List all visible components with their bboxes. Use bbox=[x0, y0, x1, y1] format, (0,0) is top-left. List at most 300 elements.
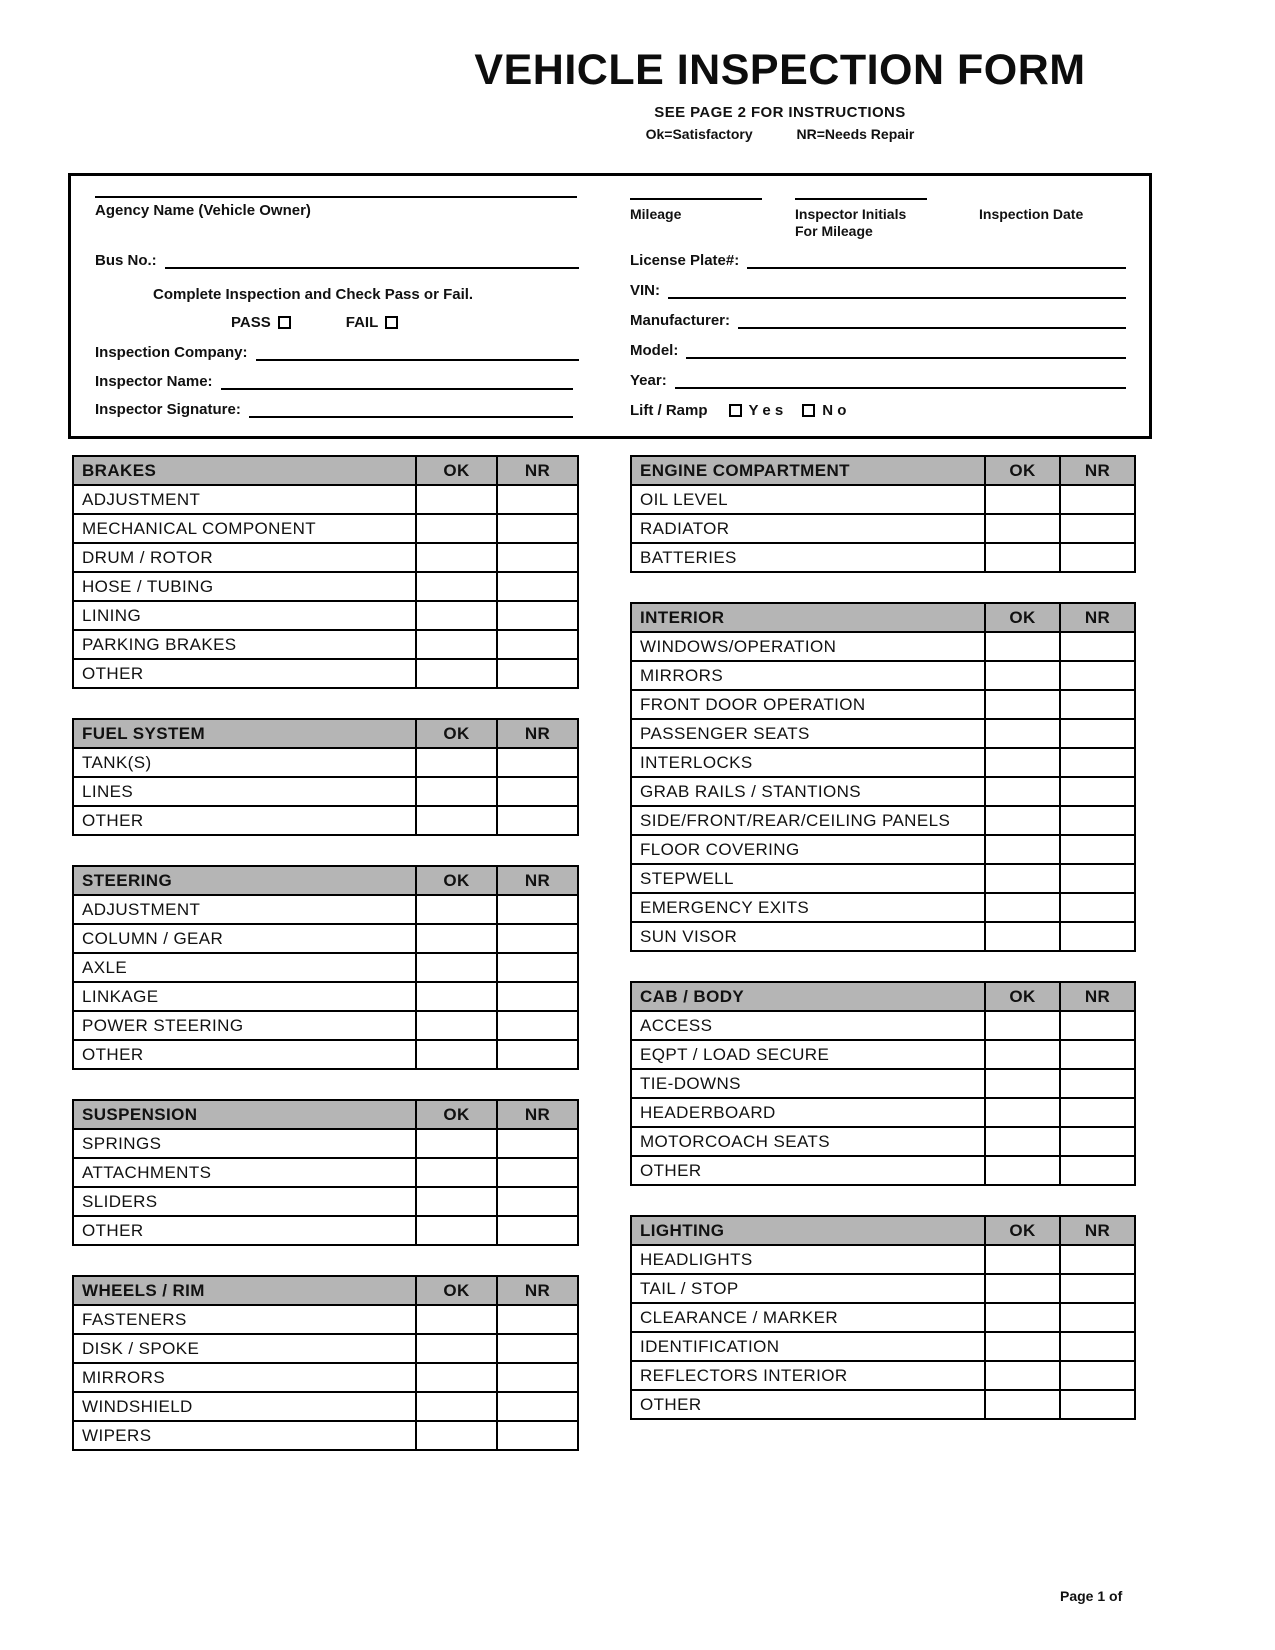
section-title: CAB / BODY bbox=[631, 982, 985, 1011]
nr-check-cell[interactable] bbox=[497, 1187, 578, 1216]
nr-check-cell[interactable] bbox=[1060, 719, 1135, 748]
ok-check-cell[interactable] bbox=[416, 748, 497, 777]
model-field bbox=[630, 342, 1126, 359]
nr-check-cell[interactable] bbox=[1060, 1390, 1135, 1419]
item-label: COLUMN / GEAR bbox=[73, 924, 416, 953]
nr-check-cell[interactable] bbox=[497, 601, 578, 630]
nr-check-cell[interactable] bbox=[1060, 748, 1135, 777]
inspection-row-attachments bbox=[73, 1158, 578, 1187]
inspection-row-batteries bbox=[631, 543, 1135, 572]
nr-check-cell[interactable] bbox=[1060, 1040, 1135, 1069]
item-label: PARKING BRAKES bbox=[73, 630, 416, 659]
nr-check-cell[interactable] bbox=[497, 982, 578, 1011]
ok-check-cell[interactable] bbox=[985, 922, 1060, 951]
inspection-row-floor-covering bbox=[631, 835, 1135, 864]
ok-check-cell[interactable] bbox=[985, 1274, 1060, 1303]
ok-column-header: OK bbox=[985, 1216, 1060, 1245]
nr-column-header: NR bbox=[497, 719, 578, 748]
item-label: MIRRORS bbox=[631, 661, 985, 690]
license-plate-input-line[interactable] bbox=[747, 253, 1126, 269]
inspection-row-fasteners bbox=[73, 1305, 578, 1334]
nr-column-header: NR bbox=[497, 1100, 578, 1129]
inspector-signature-field bbox=[95, 401, 573, 418]
ok-check-cell[interactable] bbox=[985, 1245, 1060, 1274]
ok-check-cell[interactable] bbox=[985, 777, 1060, 806]
ok-check-cell[interactable] bbox=[985, 514, 1060, 543]
inspector-initials-input-line[interactable] bbox=[795, 198, 927, 200]
item-label: TAIL / STOP bbox=[631, 1274, 985, 1303]
vehicle-info-box bbox=[68, 173, 1152, 439]
item-label: LINING bbox=[73, 601, 416, 630]
item-label: FASTENERS bbox=[73, 1305, 416, 1334]
inspection-row-other bbox=[73, 1040, 578, 1069]
ok-check-cell[interactable] bbox=[985, 835, 1060, 864]
left-table-column bbox=[72, 455, 579, 1480]
ok-check-cell[interactable] bbox=[416, 543, 497, 572]
section-title: LIGHTING bbox=[631, 1216, 985, 1245]
right-table-column bbox=[630, 455, 1136, 1449]
item-label: RADIATOR bbox=[631, 514, 985, 543]
nr-check-cell[interactable] bbox=[1060, 485, 1135, 514]
nr-check-cell[interactable] bbox=[497, 485, 578, 514]
inspection-company-field bbox=[95, 344, 579, 361]
item-label: BATTERIES bbox=[631, 543, 985, 572]
item-label: OTHER bbox=[631, 1390, 985, 1419]
nr-check-cell[interactable] bbox=[497, 1158, 578, 1187]
nr-check-cell[interactable] bbox=[1060, 1156, 1135, 1185]
ok-check-cell[interactable] bbox=[985, 719, 1060, 748]
nr-check-cell[interactable] bbox=[1060, 1069, 1135, 1098]
bus-no-field bbox=[95, 252, 579, 269]
section-header-row bbox=[631, 982, 1135, 1011]
bus-no-label: Bus No.: bbox=[95, 252, 157, 269]
inspection-row-windshield bbox=[73, 1392, 578, 1421]
item-label: HEADERBOARD bbox=[631, 1098, 985, 1127]
ok-check-cell[interactable] bbox=[985, 690, 1060, 719]
ok-check-cell[interactable] bbox=[985, 864, 1060, 893]
nr-check-cell[interactable] bbox=[1060, 893, 1135, 922]
section-table-cab-body bbox=[630, 981, 1136, 1186]
inspection-row-identification bbox=[631, 1332, 1135, 1361]
ok-column-header: OK bbox=[416, 719, 497, 748]
ok-check-cell[interactable] bbox=[416, 1392, 497, 1421]
ok-check-cell[interactable] bbox=[416, 1040, 497, 1069]
section-header-row bbox=[73, 1100, 578, 1129]
item-label: OTHER bbox=[631, 1156, 985, 1185]
mileage-field bbox=[630, 198, 762, 222]
ok-check-cell[interactable] bbox=[416, 572, 497, 601]
manufacturer-label: Manufacturer: bbox=[630, 312, 731, 329]
ok-check-cell[interactable] bbox=[985, 1011, 1060, 1040]
nr-check-cell[interactable] bbox=[1060, 1361, 1135, 1390]
ok-check-cell[interactable] bbox=[985, 1332, 1060, 1361]
inspection-row-disk-spoke bbox=[73, 1334, 578, 1363]
ok-check-cell[interactable] bbox=[416, 1011, 497, 1040]
ok-check-cell[interactable] bbox=[416, 1129, 497, 1158]
vin-field bbox=[630, 282, 1126, 299]
section-title: STEERING bbox=[73, 866, 416, 895]
inspection-row-other bbox=[73, 1216, 578, 1245]
nr-check-cell[interactable] bbox=[497, 777, 578, 806]
item-label: MOTORCOACH SEATS bbox=[631, 1127, 985, 1156]
ok-check-cell[interactable] bbox=[985, 1303, 1060, 1332]
complete-inspection-note: Complete Inspection and Check Pass or Fail. bbox=[153, 286, 474, 303]
ok-column-header: OK bbox=[416, 866, 497, 895]
ok-check-cell[interactable] bbox=[985, 543, 1060, 572]
ok-check-cell[interactable] bbox=[985, 1040, 1060, 1069]
section-table-lighting bbox=[630, 1215, 1136, 1420]
section-header-row bbox=[73, 866, 578, 895]
item-label: OTHER bbox=[73, 806, 416, 835]
nr-check-cell[interactable] bbox=[1060, 922, 1135, 951]
nr-check-cell[interactable] bbox=[497, 630, 578, 659]
inspection-row-reflectors-interior bbox=[631, 1361, 1135, 1390]
inspection-row-parking-brakes bbox=[73, 630, 578, 659]
bus-no-input-line[interactable] bbox=[165, 253, 579, 269]
section-table-fuel-system bbox=[72, 718, 579, 836]
item-label: INTERLOCKS bbox=[631, 748, 985, 777]
item-label: PASSENGER SEATS bbox=[631, 719, 985, 748]
lift-ramp-row bbox=[630, 402, 846, 419]
pass-checkbox[interactable] bbox=[278, 316, 291, 329]
inspection-row-passenger-seats bbox=[631, 719, 1135, 748]
lift-ramp-no-checkbox[interactable] bbox=[802, 404, 815, 417]
nr-column-header: NR bbox=[1060, 456, 1135, 485]
model-label: Model: bbox=[630, 342, 679, 359]
nr-check-cell[interactable] bbox=[1060, 1011, 1135, 1040]
nr-check-cell[interactable] bbox=[497, 1216, 578, 1245]
ok-check-cell[interactable] bbox=[416, 1334, 497, 1363]
inspection-row-tail-stop bbox=[631, 1274, 1135, 1303]
ok-check-cell[interactable] bbox=[985, 485, 1060, 514]
item-label: ATTACHMENTS bbox=[73, 1158, 416, 1187]
item-label: ACCESS bbox=[631, 1011, 985, 1040]
item-label: FRONT DOOR OPERATION bbox=[631, 690, 985, 719]
item-label: OTHER bbox=[73, 1040, 416, 1069]
nr-check-cell[interactable] bbox=[497, 924, 578, 953]
inspection-row-adjustment bbox=[73, 895, 578, 924]
nr-check-cell[interactable] bbox=[1060, 1274, 1135, 1303]
year-label: Year: bbox=[630, 372, 667, 389]
item-label: HOSE / TUBING bbox=[73, 572, 416, 601]
nr-check-cell[interactable] bbox=[497, 1305, 578, 1334]
section-table-engine-compartment bbox=[630, 455, 1136, 573]
inspection-row-springs bbox=[73, 1129, 578, 1158]
ok-column-header: OK bbox=[985, 982, 1060, 1011]
ok-check-cell[interactable] bbox=[416, 1421, 497, 1450]
inspection-row-eqpt-load-secure bbox=[631, 1040, 1135, 1069]
ok-column-header: OK bbox=[985, 603, 1060, 632]
license-plate-field bbox=[630, 252, 1126, 269]
page-title: VEHICLE INSPECTION FORM bbox=[474, 46, 1086, 94]
nr-check-cell[interactable] bbox=[497, 748, 578, 777]
form-title-block bbox=[400, 46, 1160, 142]
item-label: SPRINGS bbox=[73, 1129, 416, 1158]
inspection-row-mirrors bbox=[73, 1363, 578, 1392]
inspection-row-lines bbox=[73, 777, 578, 806]
nr-check-cell[interactable] bbox=[497, 895, 578, 924]
item-label: DRUM / ROTOR bbox=[73, 543, 416, 572]
nr-check-cell[interactable] bbox=[497, 543, 578, 572]
nr-check-cell[interactable] bbox=[1060, 661, 1135, 690]
nr-check-cell[interactable] bbox=[1060, 806, 1135, 835]
inspection-company-input-line[interactable] bbox=[256, 345, 579, 361]
inspection-row-headerboard bbox=[631, 1098, 1135, 1127]
nr-check-cell[interactable] bbox=[497, 1040, 578, 1069]
inspection-row-headlights bbox=[631, 1245, 1135, 1274]
inspection-row-clearance-marker bbox=[631, 1303, 1135, 1332]
inspection-row-hose-tubing bbox=[73, 572, 578, 601]
nr-column-header: NR bbox=[497, 1276, 578, 1305]
section-title: SUSPENSION bbox=[73, 1100, 416, 1129]
section-header-row bbox=[631, 603, 1135, 632]
item-label: EQPT / LOAD SECURE bbox=[631, 1040, 985, 1069]
nr-check-cell[interactable] bbox=[1060, 543, 1135, 572]
inspection-row-emergency-exits bbox=[631, 893, 1135, 922]
vin-input-line[interactable] bbox=[668, 283, 1126, 299]
ok-check-cell[interactable] bbox=[416, 777, 497, 806]
inspection-row-adjustment bbox=[73, 485, 578, 514]
lift-ramp-yes-checkbox[interactable] bbox=[729, 404, 742, 417]
inspection-row-power-steering bbox=[73, 1011, 578, 1040]
manufacturer-field bbox=[630, 312, 1126, 329]
item-label: LINKAGE bbox=[73, 982, 416, 1011]
ok-check-cell[interactable] bbox=[985, 806, 1060, 835]
license-plate-label: License Plate#: bbox=[630, 252, 740, 269]
item-label: SUN VISOR bbox=[631, 922, 985, 951]
nr-check-cell[interactable] bbox=[1060, 1127, 1135, 1156]
lift-ramp-no-label: N o bbox=[822, 402, 847, 419]
nr-check-cell[interactable] bbox=[497, 953, 578, 982]
nr-check-cell[interactable] bbox=[497, 1334, 578, 1363]
ok-check-cell[interactable] bbox=[416, 601, 497, 630]
section-header-row bbox=[631, 1216, 1135, 1245]
inspector-initials-label-line2: For Mileage bbox=[795, 223, 873, 239]
inspection-date-input-line[interactable] bbox=[979, 198, 1129, 200]
item-label: AXLE bbox=[73, 953, 416, 982]
item-label: ADJUSTMENT bbox=[73, 895, 416, 924]
legend bbox=[400, 126, 1160, 142]
item-label: STEPWELL bbox=[631, 864, 985, 893]
item-label: GRAB RAILS / STANTIONS bbox=[631, 777, 985, 806]
inspection-row-motorcoach-seats bbox=[631, 1127, 1135, 1156]
inspection-row-mechanical-component bbox=[73, 514, 578, 543]
item-label: POWER STEERING bbox=[73, 1011, 416, 1040]
item-label: MECHANICAL COMPONENT bbox=[73, 514, 416, 543]
nr-check-cell[interactable] bbox=[497, 1421, 578, 1450]
nr-column-header: NR bbox=[497, 456, 578, 485]
nr-check-cell[interactable] bbox=[497, 659, 578, 688]
inspection-company-label: Inspection Company: bbox=[95, 344, 248, 361]
item-label: REFLECTORS INTERIOR bbox=[631, 1361, 985, 1390]
inspection-row-tank-s bbox=[73, 748, 578, 777]
ok-check-cell[interactable] bbox=[416, 1363, 497, 1392]
inspection-row-radiator bbox=[631, 514, 1135, 543]
vin-label: VIN: bbox=[630, 282, 660, 299]
inspector-name-field bbox=[95, 373, 573, 390]
item-label: DISK / SPOKE bbox=[73, 1334, 416, 1363]
ok-column-header: OK bbox=[416, 456, 497, 485]
ok-check-cell[interactable] bbox=[416, 806, 497, 835]
ok-check-cell[interactable] bbox=[416, 659, 497, 688]
ok-check-cell[interactable] bbox=[416, 953, 497, 982]
section-title: WHEELS / RIM bbox=[73, 1276, 416, 1305]
section-header-row bbox=[73, 1276, 578, 1305]
nr-check-cell[interactable] bbox=[497, 806, 578, 835]
legend-ok: Ok=Satisfactory bbox=[645, 126, 753, 142]
inspection-row-oil-level bbox=[631, 485, 1135, 514]
item-label: WINDSHIELD bbox=[73, 1392, 416, 1421]
inspection-row-column-gear bbox=[73, 924, 578, 953]
item-label: IDENTIFICATION bbox=[631, 1332, 985, 1361]
inspection-row-axle bbox=[73, 953, 578, 982]
nr-check-cell[interactable] bbox=[1060, 690, 1135, 719]
inspection-row-side-front-rear-ceiling-panels bbox=[631, 806, 1135, 835]
section-title: INTERIOR bbox=[631, 603, 985, 632]
section-table-brakes bbox=[72, 455, 579, 689]
section-title: FUEL SYSTEM bbox=[73, 719, 416, 748]
mileage-input-line[interactable] bbox=[630, 198, 762, 200]
ok-check-cell[interactable] bbox=[985, 1127, 1060, 1156]
nr-check-cell[interactable] bbox=[1060, 1098, 1135, 1127]
agency-name-input-line[interactable] bbox=[95, 184, 577, 198]
ok-check-cell[interactable] bbox=[416, 514, 497, 543]
section-table-wheels-rim bbox=[72, 1275, 579, 1451]
item-label: CLEARANCE / MARKER bbox=[631, 1303, 985, 1332]
agency-name-label: Agency Name (Vehicle Owner) bbox=[95, 202, 311, 219]
inspection-row-sliders bbox=[73, 1187, 578, 1216]
ok-check-cell[interactable] bbox=[416, 924, 497, 953]
item-label: FLOOR COVERING bbox=[631, 835, 985, 864]
section-table-interior bbox=[630, 602, 1136, 952]
nr-column-header: NR bbox=[1060, 982, 1135, 1011]
nr-column-header: NR bbox=[497, 866, 578, 895]
section-title: ENGINE COMPARTMENT bbox=[631, 456, 985, 485]
ok-check-cell[interactable] bbox=[416, 1305, 497, 1334]
inspector-initials-field bbox=[795, 198, 927, 239]
section-header-row bbox=[73, 456, 578, 485]
ok-check-cell[interactable] bbox=[985, 1069, 1060, 1098]
item-label: HEADLIGHTS bbox=[631, 1245, 985, 1274]
inspector-name-label: Inspector Name: bbox=[95, 373, 213, 390]
nr-check-cell[interactable] bbox=[1060, 1245, 1135, 1274]
inspection-row-front-door-operation bbox=[631, 690, 1135, 719]
inspection-row-windows-operation bbox=[631, 632, 1135, 661]
lift-ramp-yes-label: Y e s bbox=[748, 402, 784, 419]
nr-check-cell[interactable] bbox=[1060, 514, 1135, 543]
year-field bbox=[630, 372, 1126, 389]
nr-check-cell[interactable] bbox=[497, 1129, 578, 1158]
nr-column-header: NR bbox=[1060, 1216, 1135, 1245]
year-input-line[interactable] bbox=[675, 373, 1126, 389]
nr-check-cell[interactable] bbox=[1060, 1332, 1135, 1361]
inspection-date-field bbox=[979, 198, 1129, 222]
fail-checkbox[interactable] bbox=[385, 316, 398, 329]
section-title: BRAKES bbox=[73, 456, 416, 485]
mileage-label: Mileage bbox=[630, 206, 682, 222]
item-label: SIDE/FRONT/REAR/CEILING PANELS bbox=[631, 806, 985, 835]
manufacturer-input-line[interactable] bbox=[738, 313, 1126, 329]
ok-check-cell[interactable] bbox=[416, 1187, 497, 1216]
item-label: OTHER bbox=[73, 1216, 416, 1245]
section-table-steering bbox=[72, 865, 579, 1070]
inspection-row-stepwell bbox=[631, 864, 1135, 893]
fail-label: FAIL bbox=[345, 314, 379, 331]
ok-column-header: OK bbox=[416, 1276, 497, 1305]
item-label: WIPERS bbox=[73, 1421, 416, 1450]
ok-check-cell[interactable] bbox=[985, 1156, 1060, 1185]
inspector-signature-label: Inspector Signature: bbox=[95, 401, 241, 418]
ok-check-cell[interactable] bbox=[985, 1098, 1060, 1127]
inspector-name-input-line[interactable] bbox=[221, 374, 573, 390]
inspection-row-linkage bbox=[73, 982, 578, 1011]
ok-check-cell[interactable] bbox=[416, 1216, 497, 1245]
page-number: Page 1 of bbox=[1060, 1588, 1123, 1604]
nr-check-cell[interactable] bbox=[497, 572, 578, 601]
lift-ramp-label: Lift / Ramp bbox=[630, 402, 708, 419]
inspection-row-drum-rotor bbox=[73, 543, 578, 572]
pass-label: PASS bbox=[231, 314, 271, 331]
ok-check-cell[interactable] bbox=[416, 982, 497, 1011]
nr-check-cell[interactable] bbox=[1060, 632, 1135, 661]
item-label: EMERGENCY EXITS bbox=[631, 893, 985, 922]
ok-check-cell[interactable] bbox=[985, 632, 1060, 661]
ok-check-cell[interactable] bbox=[985, 1390, 1060, 1419]
ok-check-cell[interactable] bbox=[416, 630, 497, 659]
inspection-row-other bbox=[73, 659, 578, 688]
ok-check-cell[interactable] bbox=[416, 895, 497, 924]
item-label: TANK(S) bbox=[73, 748, 416, 777]
item-label: TIE-DOWNS bbox=[631, 1069, 985, 1098]
item-label: OTHER bbox=[73, 659, 416, 688]
inspection-row-other bbox=[631, 1390, 1135, 1419]
inspector-initials-label-line1: Inspector Initials bbox=[795, 206, 907, 222]
ok-check-cell[interactable] bbox=[985, 748, 1060, 777]
ok-check-cell[interactable] bbox=[985, 661, 1060, 690]
inspection-row-tie-downs bbox=[631, 1069, 1135, 1098]
inspection-row-grab-rails-stantions bbox=[631, 777, 1135, 806]
section-header-row bbox=[73, 719, 578, 748]
nr-check-cell[interactable] bbox=[497, 1011, 578, 1040]
nr-column-header: NR bbox=[1060, 603, 1135, 632]
ok-check-cell[interactable] bbox=[416, 1158, 497, 1187]
ok-check-cell[interactable] bbox=[416, 485, 497, 514]
item-label: SLIDERS bbox=[73, 1187, 416, 1216]
ok-check-cell[interactable] bbox=[985, 1361, 1060, 1390]
model-input-line[interactable] bbox=[686, 343, 1126, 359]
item-label: LINES bbox=[73, 777, 416, 806]
nr-check-cell[interactable] bbox=[1060, 1303, 1135, 1332]
nr-check-cell[interactable] bbox=[1060, 835, 1135, 864]
inspection-date-label: Inspection Date bbox=[979, 206, 1084, 222]
inspection-row-access bbox=[631, 1011, 1135, 1040]
nr-check-cell[interactable] bbox=[497, 1392, 578, 1421]
section-table-suspension bbox=[72, 1099, 579, 1246]
inspection-row-wipers bbox=[73, 1421, 578, 1450]
section-header-row bbox=[631, 456, 1135, 485]
inspection-row-interlocks bbox=[631, 748, 1135, 777]
inspection-row-sun-visor bbox=[631, 922, 1135, 951]
item-label: ADJUSTMENT bbox=[73, 485, 416, 514]
agency-name-field bbox=[95, 184, 577, 219]
nr-check-cell[interactable] bbox=[497, 1363, 578, 1392]
nr-check-cell[interactable] bbox=[497, 514, 578, 543]
ok-check-cell[interactable] bbox=[985, 893, 1060, 922]
legend-nr: NR=Needs Repair bbox=[796, 126, 915, 142]
nr-check-cell[interactable] bbox=[1060, 864, 1135, 893]
inspector-signature-input-line[interactable] bbox=[249, 402, 573, 418]
nr-check-cell[interactable] bbox=[1060, 777, 1135, 806]
